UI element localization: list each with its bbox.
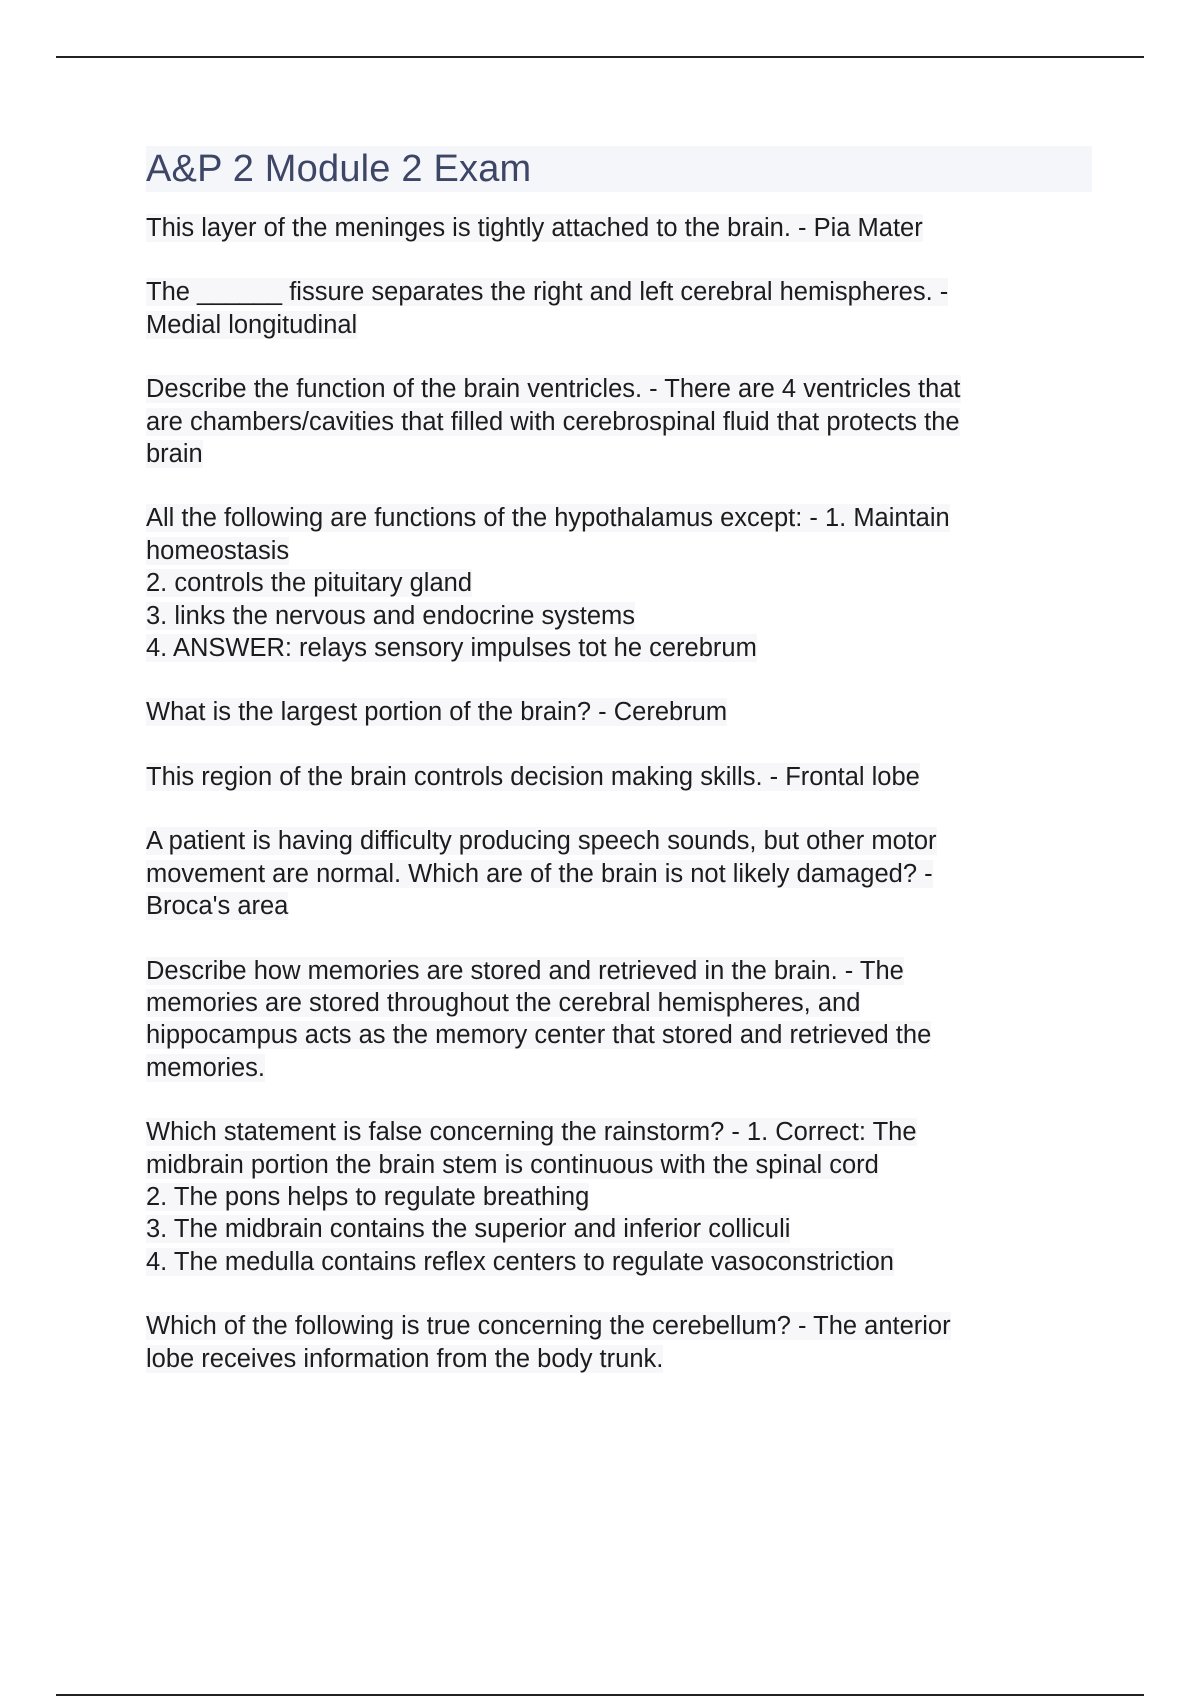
qa-line: All the following are functions of the hypothalamus except: - 1. Maintain xyxy=(146,504,950,533)
qa-line: 3. links the nervous and endocrine systems xyxy=(146,601,636,630)
qa-line: This region of the brain controls decision making skills. - Frontal lobe xyxy=(146,762,920,791)
qa-line: The ______ fissure separates the right and left cerebral hemispheres. - xyxy=(146,278,949,307)
qa-line: 2. controls the pituitary gland xyxy=(146,569,473,598)
qa-line: A patient is having difficulty producing speech sounds, but other motor xyxy=(146,827,937,856)
qa-item xyxy=(146,276,1092,341)
document-body xyxy=(146,146,1092,1407)
qa-item xyxy=(146,212,1092,244)
qa-line: memories. xyxy=(146,1053,266,1082)
qa-line: hippocampus acts as the memory center that stored and retrieved the xyxy=(146,1021,932,1050)
qa-line: Medial longitudinal xyxy=(146,310,358,339)
qa-line: 2. The pons helps to regulate breathing xyxy=(146,1182,590,1211)
qa-line: lobe receives information from the body trunk. xyxy=(146,1344,664,1373)
qa-line: midbrain portion the brain stem is continuous with the spinal cord xyxy=(146,1150,879,1179)
qa-line: 4. The medulla contains reflex centers to regulate vasoconstriction xyxy=(146,1247,894,1276)
bottom-divider xyxy=(56,1694,1144,1696)
qa-list xyxy=(146,212,1092,1375)
qa-line: memories are stored throughout the cerebral hemispheres, and xyxy=(146,988,861,1017)
page-title: A&P 2 Module 2 Exam xyxy=(146,148,532,190)
qa-line: movement are normal. Which are of the brain is not likely damaged? - xyxy=(146,859,933,888)
qa-item xyxy=(146,761,1092,793)
qa-line: 4. ANSWER: relays sensory impulses tot he cerebrum xyxy=(146,634,757,663)
qa-item xyxy=(146,825,1092,922)
qa-line: homeostasis xyxy=(146,536,290,565)
qa-line: What is the largest portion of the brain? - Cerebrum xyxy=(146,698,728,727)
top-divider xyxy=(56,56,1144,58)
qa-item xyxy=(146,696,1092,728)
qa-item xyxy=(146,1116,1092,1278)
qa-line: Describe the function of the brain ventricles. - There are 4 ventricles that xyxy=(146,375,961,404)
qa-line: This layer of the meninges is tightly attached to the brain. - Pia Mater xyxy=(146,214,923,242)
qa-line: are chambers/cavities that filled with cerebrospinal fluid that protects the xyxy=(146,407,960,436)
qa-item xyxy=(146,502,1092,664)
title-bar xyxy=(146,146,1092,192)
qa-item xyxy=(146,373,1092,470)
qa-line: Which statement is false concerning the rainstorm? - 1. Correct: The xyxy=(146,1118,917,1147)
qa-item xyxy=(146,955,1092,1085)
qa-line: 3. The midbrain contains the superior and inferior colliculi xyxy=(146,1215,791,1244)
qa-line: Describe how memories are stored and retrieved in the brain. - The xyxy=(146,956,904,985)
qa-line: brain xyxy=(146,440,203,469)
qa-line: Which of the following is true concerning the cerebellum? - The anterior xyxy=(146,1312,951,1341)
qa-item xyxy=(146,1310,1092,1375)
qa-line: Broca's area xyxy=(146,892,289,921)
